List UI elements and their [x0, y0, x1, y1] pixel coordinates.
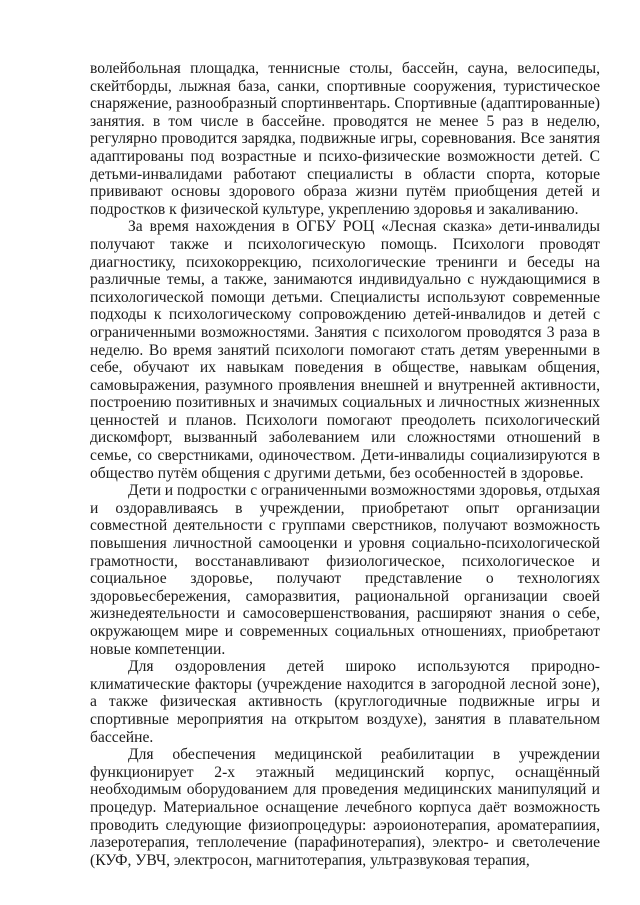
paragraph-natural-factors: Для оздоровления детей широко используются природно-климатические факторы (учреждение находится в загородной лесной зоне), а также физическая активность (круглогодичные подвижные игры и спортивные мероприятия на открытом воздухе), занятия в плавательном бассейне.: [90, 658, 600, 746]
document-body: [90, 60, 600, 869]
paragraph-sports-activities: волейбольная площадка, теннисные столы, бассейн, сауна, велосипеды, скейтборды, лыжная база, санки, спортивные сооружения, туристическое снаряжение, разнообразный спортинвентарь. Спортивные (адаптированные) занятия. в том числе в бассейне. проводятся не менее 5 раз в неделю, регулярно проводится зарядка, подвижные игры, соревнования. Все занятия адаптированы под возрастные и психо-физические возможности детей. С детьми-инвалидами работают специалисты в области спорта, которые прививают основы здорового образа жизни путём приобщения детей и подростков к физической культуре, укреплению здоровья и закаливанию.: [90, 60, 600, 218]
paragraph-medical-rehabilitation: Для обеспечения медицинской реабилитации в учреждении функционирует 2-х этажный медицинский корпус, оснащённый необходимым оборудованием для проведения медицинских манипуляций и процедур. Материальное оснащение лечебного корпуса даёт возможность проводить следующие физиопроцедуры: аэроионотерапия, ароматерапиия, лазеротерапия, теплолечение (парафинотерапия), электро- и светолечение (КУФ, УВЧ, электросон, магнитотерапия, ультразвуковая терапия,: [90, 746, 600, 869]
paragraph-psychological-help: За время нахождения в ОГБУ РОЦ «Лесная сказка» дети-инвалиды получают также и психологическую помощь. Психологи проводят диагностику, психокоррекцию, психологические тренинги и беседы на различные темы, а также, занимаются индивидуально с нуждающимися в психологической помощи детьми. Специалисты используют современные подходы к психологическому сопровождению детей-инвалидов и детей с ограниченными возможностями. Занятия с психологом проводятся 3 раза в неделю. Во время занятий психологи помогают стать детям уверенными в себе, обучают их навыкам поведения в обществе, навыкам общения, самовыражения, разумного проявления внешней и внутренней активности, построению позитивных и значимых социальных и личностных жизненных ценностей и планов. Психологи помогают преодолеть психологический дискомфорт, вызванный заболеванием или сложностями отношений в семье, со сверстниками, одиночеством. Дети-инвалиды социализируются в общество путём общения с другими детьми, без особенностей в здоровье.: [90, 218, 600, 482]
paragraph-social-experience: Дети и подростки с ограниченными возможностями здоровья, отдыхая и оздоравливаясь в учреждении, приобретают опыт организации совместной деятельности с группами сверстников, получают возможность повышения личностной самооценки и уровня социально-психологической грамотности, восстанавливают физиологическое, психологическое и социальное здоровье, получают представление о технологиях здоровьесбережения, саморазвития, рациональной организации своей жизнедеятельности и самосовершенствования, расширяют знания о себе, окружающем мире и современных социальных отношениях, приобретают новые компетенции.: [90, 482, 601, 658]
